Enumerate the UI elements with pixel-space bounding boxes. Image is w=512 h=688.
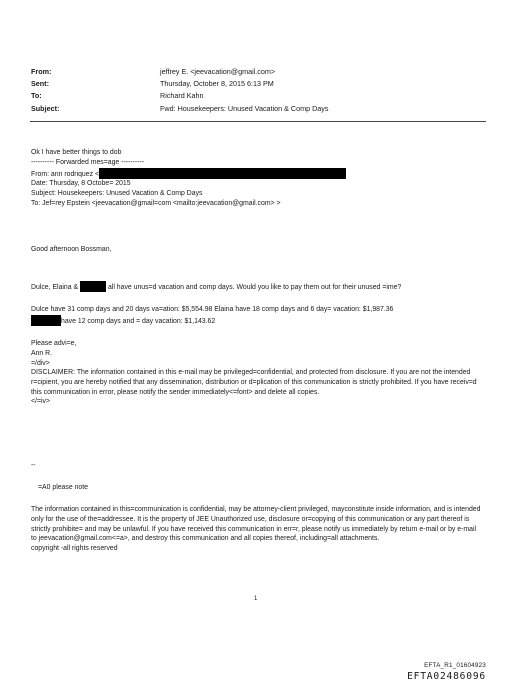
header-from-row: [31, 66, 328, 78]
disclaimer-text: DISCLAIMER: The information contained in this e-mail may be privileged=confidential, and protected from disclosure. If you are not the intended r=cipient, you are hereby notified that any dissemination, distribution or d=plication of this communication is strictly prohibited. If you have receiv=d this communication in error, please notify the sender immediately<=font> and delete all copies.: [31, 369, 477, 396]
redaction-box: [31, 315, 61, 326]
forwarded-line: ---------- Forwarded mes=age ----------: [31, 158, 145, 166]
paragraph-1: [31, 281, 401, 293]
header-sent-row: [31, 78, 328, 90]
bates-id-small: EFTA_R1_01604923: [424, 662, 486, 669]
to-label: To:: [31, 91, 42, 101]
disclaimer: [31, 368, 483, 407]
signoff-line: Ann R.: [31, 349, 53, 357]
redaction-box: [80, 281, 106, 292]
note-line: =A0 please note: [38, 484, 88, 491]
fwd-subject-line: Subject: Housekeepers: Unused Vacation & Comp Days: [31, 190, 203, 198]
header-subject-row: [31, 103, 328, 115]
advise-line: Please advi=e,: [31, 340, 77, 347]
greeting: Good afternoon Bossman,: [31, 246, 112, 253]
fwd-to-line: To: Jef=rey Epstein <jeevacation@gmail=com <mailto:jeevacation@gmail.com> >: [31, 199, 281, 207]
sent-label: Sent:: [31, 79, 49, 89]
para2-line2: have 12 comp days and = day vacation: $1,143.62: [61, 317, 216, 325]
copyright-line: copyright -all rights reserved: [31, 545, 118, 553]
para1-end: all have unus=d vacation and comp days. Would you like to pay them out for their unused =ime?: [107, 284, 402, 291]
div-close-line: =/div>: [31, 359, 50, 367]
div-close-line-2: </=iv>: [31, 398, 50, 406]
para2-line2-row: [31, 315, 393, 327]
signoff-block: [31, 339, 76, 368]
header-divider: [30, 121, 486, 122]
subject-value: Fwd: Housekeepers: Unused Vacation & Comp Days: [160, 103, 329, 113]
dashes-line: --: [31, 462, 36, 469]
forwarded-block: [31, 148, 346, 209]
header-to-row: [31, 90, 328, 102]
fwd-date-line: Date: Thursday, 8 Octobe= 2015: [31, 180, 131, 188]
confidential-text: The information contained in this=communication is confidential, may be attorney-client privileged, mayconstitute inside information, and is intended only for the use of the=addressee. It is the property of JEE Unauthorized use, disclosure or=copying of this communication or any part thereof is strictly prohibite= and may be unlawful. If you have received this communication in err=r, please notify us immediately by return e-mail or by e-mail to jeevacation@gmail.com<=a>, and destroy this communication and all copies thereof, including=all attachments.: [31, 506, 481, 543]
fwd-from-text: From: ann rodriquez <: [31, 170, 99, 178]
from-label: From:: [31, 67, 52, 76]
from-value: jeffrey E. <jeevacation@gmail.com>: [160, 67, 276, 76]
sent-value: Thursday, October 8, 2015 6:13 PM: [160, 79, 274, 89]
email-header: [31, 66, 328, 115]
redaction-box: [99, 168, 346, 179]
para1-start: Dulce, Elaina &: [31, 284, 79, 291]
subject-label: Subject:: [31, 103, 60, 113]
fwd-from-line: [31, 168, 346, 180]
confidentiality-notice: [31, 505, 483, 554]
reply-line: Ok I have better things to dob: [31, 149, 122, 156]
to-value: Richard Kahn: [160, 91, 204, 101]
bates-id-large: EFTA02486096: [407, 671, 486, 682]
page-number: 1: [254, 596, 258, 602]
paragraph-2: [31, 305, 393, 327]
para2-line1: Dulce have 31 comp days and 20 days va=ation: $5,554.98 Elaina have 18 comp days and 6 day= vacation: $1,987.36: [31, 306, 394, 313]
